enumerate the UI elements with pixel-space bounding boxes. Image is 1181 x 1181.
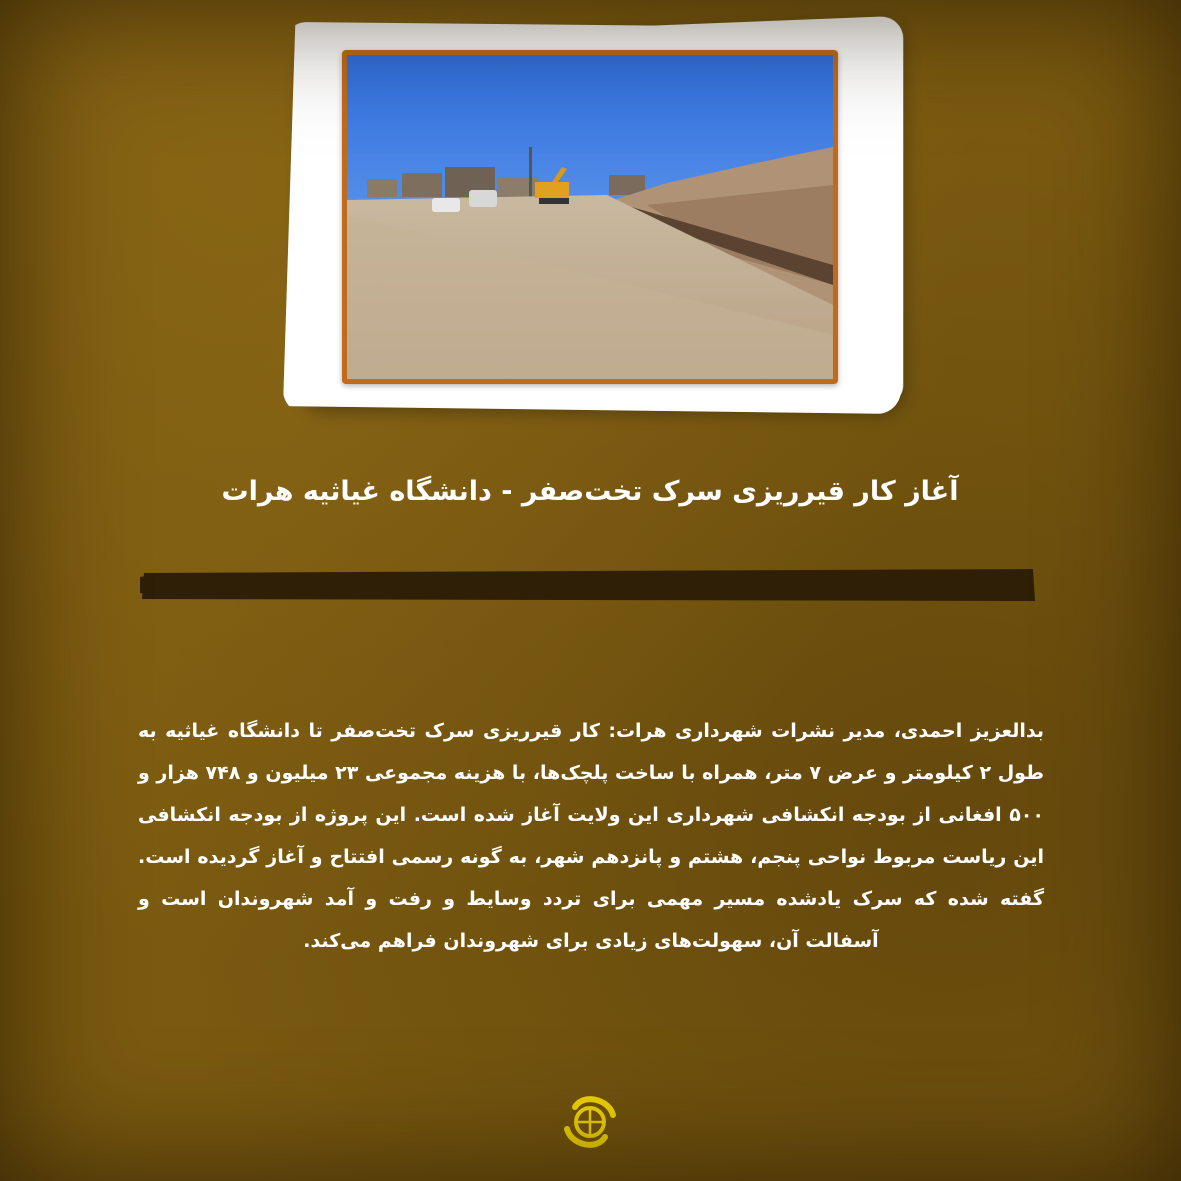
- news-photo-frame: [342, 50, 838, 384]
- news-photo: [347, 55, 833, 379]
- post-body: بدالعزیز احمدی، مدیر نشرات شهرداری هرات: کار قیرریزی سرک تخت‌صفر تا دانشگاه غیاثیه به طول ۲ کیلومتر و عرض ۷ متر، همراه با ساخت پلچک‌ها، با هزینه مجموعی ۲۳ میلیون و ۷۴۸ هزار و ۵۰۰ افغانی از بودجه انکشافی شهرداری این ولایت آغاز شده است. این پروژه از بودجه انکشافی این ریاست مربوط نواحی پنجم، هشتم و پانزدهم شهر، به گونه رسمی افتتاح و آغاز گردیده است. گفته شده که سرک یادشده مسیر مهمی برای تردد وسایط و رفت و آمد شهروندان است و آسفالت آن، سهولت‌های زیادی برای شهروندان فراهم می‌کند.: [138, 720, 1044, 952]
- post-title: آغاز کار قیرریزی سرک تخت‌صفر - دانشگاه غیاثیه هرات: [221, 476, 959, 507]
- divider-bar: [140, 567, 1037, 603]
- globe-swirl-logo-icon: [561, 1093, 619, 1151]
